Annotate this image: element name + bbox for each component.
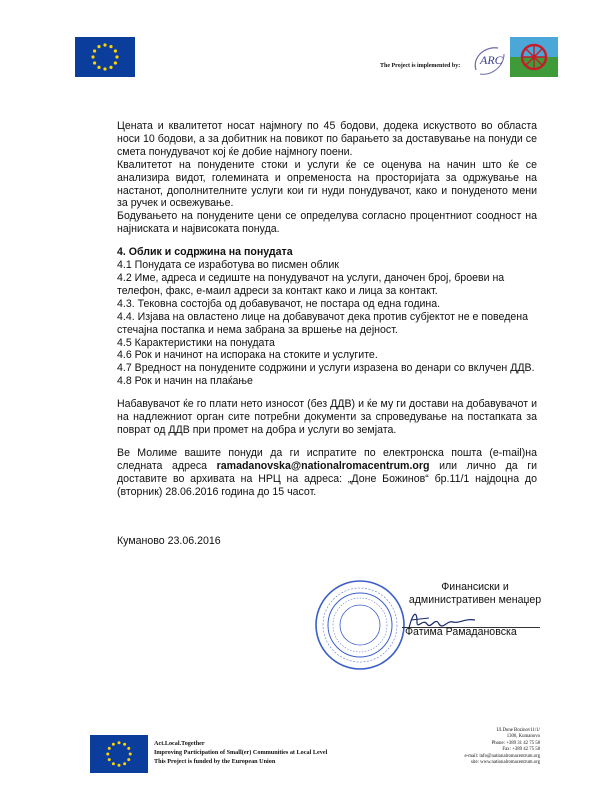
implemented-by-label: The Project is implemented by: bbox=[380, 63, 461, 69]
arc-logo bbox=[470, 40, 510, 78]
footer-city: 1300, Kumanovo bbox=[506, 734, 540, 740]
list-item: 4.7 Вредност на понудените содржини и услуги изразена во денари со вклучен ДДВ. bbox=[117, 362, 535, 375]
contact-footer bbox=[465, 728, 540, 766]
eu-stars-icon bbox=[85, 41, 125, 73]
footer-email[interactable]: e-mail: info@nationalromacentrum.org bbox=[464, 753, 540, 759]
footer-phone: Phone: +389 31 42 75 58 bbox=[491, 740, 540, 746]
footer-funding: This Project is funded by the European Union bbox=[154, 758, 276, 765]
signatory-title-line1: Финансиски и bbox=[441, 581, 509, 593]
list-item: 4.1 Понудата се изработува во писмен облик bbox=[117, 259, 339, 272]
project-footer bbox=[154, 739, 327, 766]
eu-stars-icon bbox=[100, 739, 138, 769]
footer-website[interactable]: site: www.nationalromacentrum.org bbox=[470, 760, 540, 766]
list-item: 4.6 Рок и начинот на испорака на стоките и услугите. bbox=[117, 349, 378, 362]
roma-center-logo bbox=[510, 37, 558, 77]
footer-address: Ul.Done Bozinov11/1/ bbox=[496, 728, 540, 733]
svg-text:ARC: ARC bbox=[480, 53, 503, 67]
paragraph-submission bbox=[117, 447, 537, 499]
footer-fax: Fax: +389 42 75 58 bbox=[502, 747, 540, 753]
paragraph-pricing: Бодувањето на понудените цени се определува согласно процентниот соодност на најниската и највисоката понуда. bbox=[117, 210, 537, 236]
submission-text-start: Ве Молиме вашите понуди да ги испратите по електронска пошта (e-mail)на следната адреса bbox=[117, 446, 537, 472]
official-stamp bbox=[313, 578, 407, 672]
signatory-title bbox=[400, 581, 550, 607]
list-item: 4.8 Рок и начин на плаќање bbox=[117, 375, 253, 388]
list-item: 4.3. Тековна состојба од добавувачот, не постара од една година. bbox=[117, 297, 441, 310]
section-heading: 4. Облик и содржина на понудата bbox=[117, 246, 293, 259]
paragraph-quality: Квалитетот на понудените стоки и услуги ќе се оценува на начин што ќе се анализира видот, големината и опременоста на просторијата за одржување на настанот, дополнителните услуги кои ги нуди понудувачот, како и понуденото мени за ручек и освежување. bbox=[117, 158, 537, 210]
letter-body bbox=[117, 120, 537, 498]
list-item: 4.2 Име, адреса и седиште на понудувачот на услуги, даночен број, броеви на телефон, факс, е-маил адреси за контакт како и лица за контакт. bbox=[117, 271, 505, 297]
signatory-name: Фатима Рамадановска bbox=[405, 626, 517, 638]
list-item: 4.4. Изјава на овластено лице на добавувачот дека против субјектот не е поведена bbox=[117, 310, 529, 323]
signatory-title-line2: административен менаџер bbox=[408, 594, 542, 606]
contact-email-link[interactable]: ramadanovska@nationalromacentrum.org bbox=[216, 459, 430, 472]
list-item: 4.5 Карактеристики на понудата bbox=[117, 336, 275, 349]
paragraph-scoring: Цената и квалитетот носат најмногу по 45 бодови, додека искуството во областа носи 10 бодови, а за добитник на повикот по барањето за доставување на понуди се смета понудувачот кој ќе добие најмногу поени. bbox=[117, 120, 537, 158]
eu-flag-logo bbox=[90, 735, 148, 773]
list-item: стечајна постапка и нема забрана за вршење на дејност. bbox=[117, 323, 398, 336]
date-line: Куманово 23.06.2016 bbox=[117, 535, 221, 547]
paragraph-vat: Набавувачот ќе го плати нето износот (без ДДВ) и ќе му ги достави на добавувачот и на надлежниот орган сите потребни документи за спроведување на постапката за поврат од ДДВ при промет на добра и услуги во земјата. bbox=[117, 398, 537, 436]
footer-project-subtitle: Improving Participation of Small(er) Communities at Local Level bbox=[154, 749, 328, 756]
submission-text-end: или лично да ги доставите во архивата на НРЦ на адреса: „Доне Божинов“ бр.11/1 најдоцна до (вторник) 28.06.2016 година до 15 часот. bbox=[117, 459, 537, 498]
footer-project-name: Act.Local.Together bbox=[154, 740, 205, 747]
eu-flag-logo bbox=[75, 37, 135, 77]
